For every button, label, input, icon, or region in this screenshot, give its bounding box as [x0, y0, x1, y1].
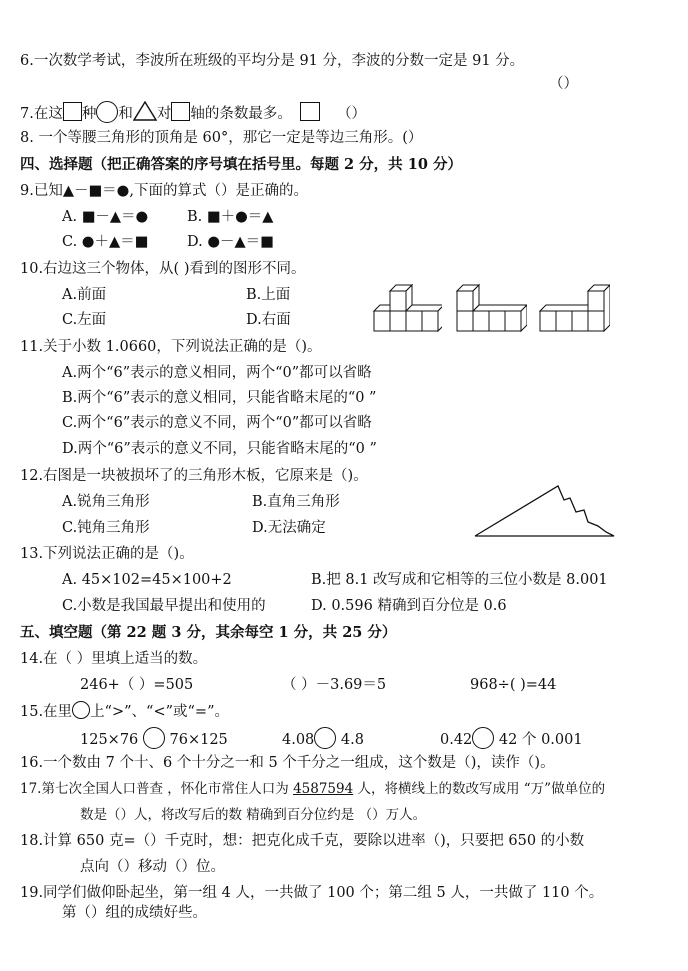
- question-17: [20, 779, 605, 799]
- q7-text-a: 7.在这: [20, 106, 63, 122]
- q17-text-b: 人，将横线上的数改写成用 “万”做单位的: [357, 781, 606, 797]
- q11-option-c: C.两个“6”表示的意义不同，两个“0”都可以省略: [62, 415, 372, 431]
- triangle-shape-icon: [133, 101, 157, 121]
- q9-option-a: A. ■－▲＝●: [62, 209, 149, 225]
- q14-blank-a: 246+（ ）=505: [80, 677, 194, 693]
- question-19-line-2: 第（）组的成绩好些。: [62, 905, 207, 921]
- compare-circle-c: [472, 727, 494, 749]
- question-17-line-2: 数是（）人，将改写后的数 精确到百分位约是 （）万人。: [80, 807, 427, 823]
- q15-a-left: 125×76: [80, 732, 139, 748]
- q9-option-d: D. ●－▲＝■: [187, 234, 274, 250]
- q15-compare-c: [440, 727, 583, 750]
- question-6: 6.一次数学考试，李波所在班级的平均分是 91 分，李波的分数一定是 91 分。: [20, 53, 525, 69]
- q10-option-d: D.右面: [246, 312, 291, 328]
- question-16: 16.一个数由 7 个十、6 个十分之一和 5 个千分之一组成，这个数是（)，读作（)。: [20, 755, 555, 771]
- compare-circle-a: [143, 727, 165, 749]
- rectangle-shape-icon: [300, 102, 320, 121]
- q15-a-right: 76×125: [169, 732, 228, 748]
- cube-figure-2: [455, 283, 527, 335]
- compare-circle-b: [314, 727, 336, 749]
- square-shape-icon-2: [171, 102, 190, 121]
- q10-option-c: C.左面: [62, 312, 107, 328]
- q15-b-left: 4.08: [282, 732, 315, 748]
- q15-b-right: 4.8: [340, 732, 364, 748]
- q12-option-c: C.钝角三角形: [62, 520, 150, 536]
- q15-c-right: 42 个 0.001: [498, 732, 583, 748]
- cube-figure-1: [372, 283, 442, 335]
- circle-shape-icon-q15: [72, 701, 90, 719]
- answer-paren-6: （）: [549, 76, 578, 92]
- question-7: [20, 101, 366, 124]
- q12-option-b: B.直角三角形: [252, 494, 340, 510]
- q12-option-d: D.无法确定: [252, 520, 326, 536]
- q7-text-c: 和: [118, 106, 133, 122]
- question-13: 13.下列说法正确的是（)。: [20, 546, 194, 562]
- question-12: 12.右图是一块被损坏了的三角形木板，它原来是（)。: [20, 468, 368, 484]
- broken-triangle-figure: [470, 482, 620, 542]
- q15-c-left: 0.42: [440, 732, 473, 748]
- q10-option-a: A.前面: [62, 287, 107, 303]
- q14-blank-c: 968÷( )=44: [470, 677, 557, 693]
- q7-text-b: 种: [81, 106, 97, 122]
- q13-option-b: B.把 8.1 改写成和它相等的三位小数是 8.001: [311, 572, 608, 588]
- q9-option-b: B. ■＋●＝▲: [187, 209, 274, 225]
- question-9: 9.已知▲－■＝●,下面的算式（）是正确的。: [20, 183, 308, 199]
- question-15: [20, 701, 229, 722]
- q10-option-b: B.上面: [246, 287, 291, 303]
- q11-option-a: A.两个“6”表示的意义相同，两个“0”都可以省略: [62, 365, 372, 381]
- q11-option-d: D.两个“6”表示的意义不同，只能省略末尾的“0 ”: [62, 441, 377, 457]
- question-10: 10.右边这三个物体，从( )看到的图形不同。: [20, 261, 306, 277]
- circle-shape-icon: [96, 101, 118, 123]
- question-8: 8. 一个等腰三角形的顶角是 60°，那它一定是等边三角形。(）: [20, 130, 423, 146]
- q13-option-c: C.小数是我国最早提出和使用的: [62, 598, 266, 614]
- question-18: 18.计算 650 克=（）千克时，想：把克化成千克，要除以进率（)，只要把 650 的小数: [20, 833, 585, 849]
- question-11: 11.关于小数 1.0660，下列说法正确的是（)。: [20, 339, 322, 355]
- q14-blank-b: （ ）－3.69＝5: [282, 677, 387, 693]
- q15-tail: 上“>”、“<”或“=”。: [90, 704, 229, 720]
- q7-text-d: 对: [156, 106, 172, 122]
- question-14: 14.在（ ）里填上适当的数。: [20, 651, 208, 667]
- q17-text-a: 17.第七次全国人口普查 ，怀化市常住人口为: [20, 781, 289, 797]
- square-shape-icon: [63, 102, 82, 121]
- question-18-line-2: 点向（）移动（）位。: [80, 859, 225, 875]
- q17-population-number: 4587594: [293, 781, 354, 797]
- answer-paren-7: （）: [337, 106, 367, 122]
- section-5-heading: 五、填空题（第 22 题 3 分，其余每空 1 分，共 25 分）: [20, 624, 397, 641]
- q13-option-d: D. 0.596 精确到百分位是 0.6: [311, 598, 507, 614]
- section-4-heading: 四、选择题（把正确答案的序号填在括号里。每题 2 分，共 10 分）: [20, 156, 462, 173]
- q13-option-a: A. 45×102=45×100+2: [62, 572, 232, 588]
- q15-text: 15.在里: [20, 704, 73, 720]
- q15-compare-b: [282, 727, 364, 750]
- q15-compare-a: [80, 727, 228, 750]
- q11-option-b: B.两个“6”表示的意义相同，只能省略末尾的“0 ”: [62, 390, 377, 406]
- q12-option-a: A.锐角三角形: [62, 494, 150, 510]
- q9-option-c: C. ●＋▲＝■: [62, 234, 149, 250]
- question-19: 19.同学们做仰卧起坐，第一组 4 人，一共做了 100 个；第二组 5 人，一共做了 110 个。: [20, 885, 604, 901]
- cube-figure-3: [538, 283, 610, 335]
- q7-text-e: 轴的条数最多。: [190, 106, 292, 122]
